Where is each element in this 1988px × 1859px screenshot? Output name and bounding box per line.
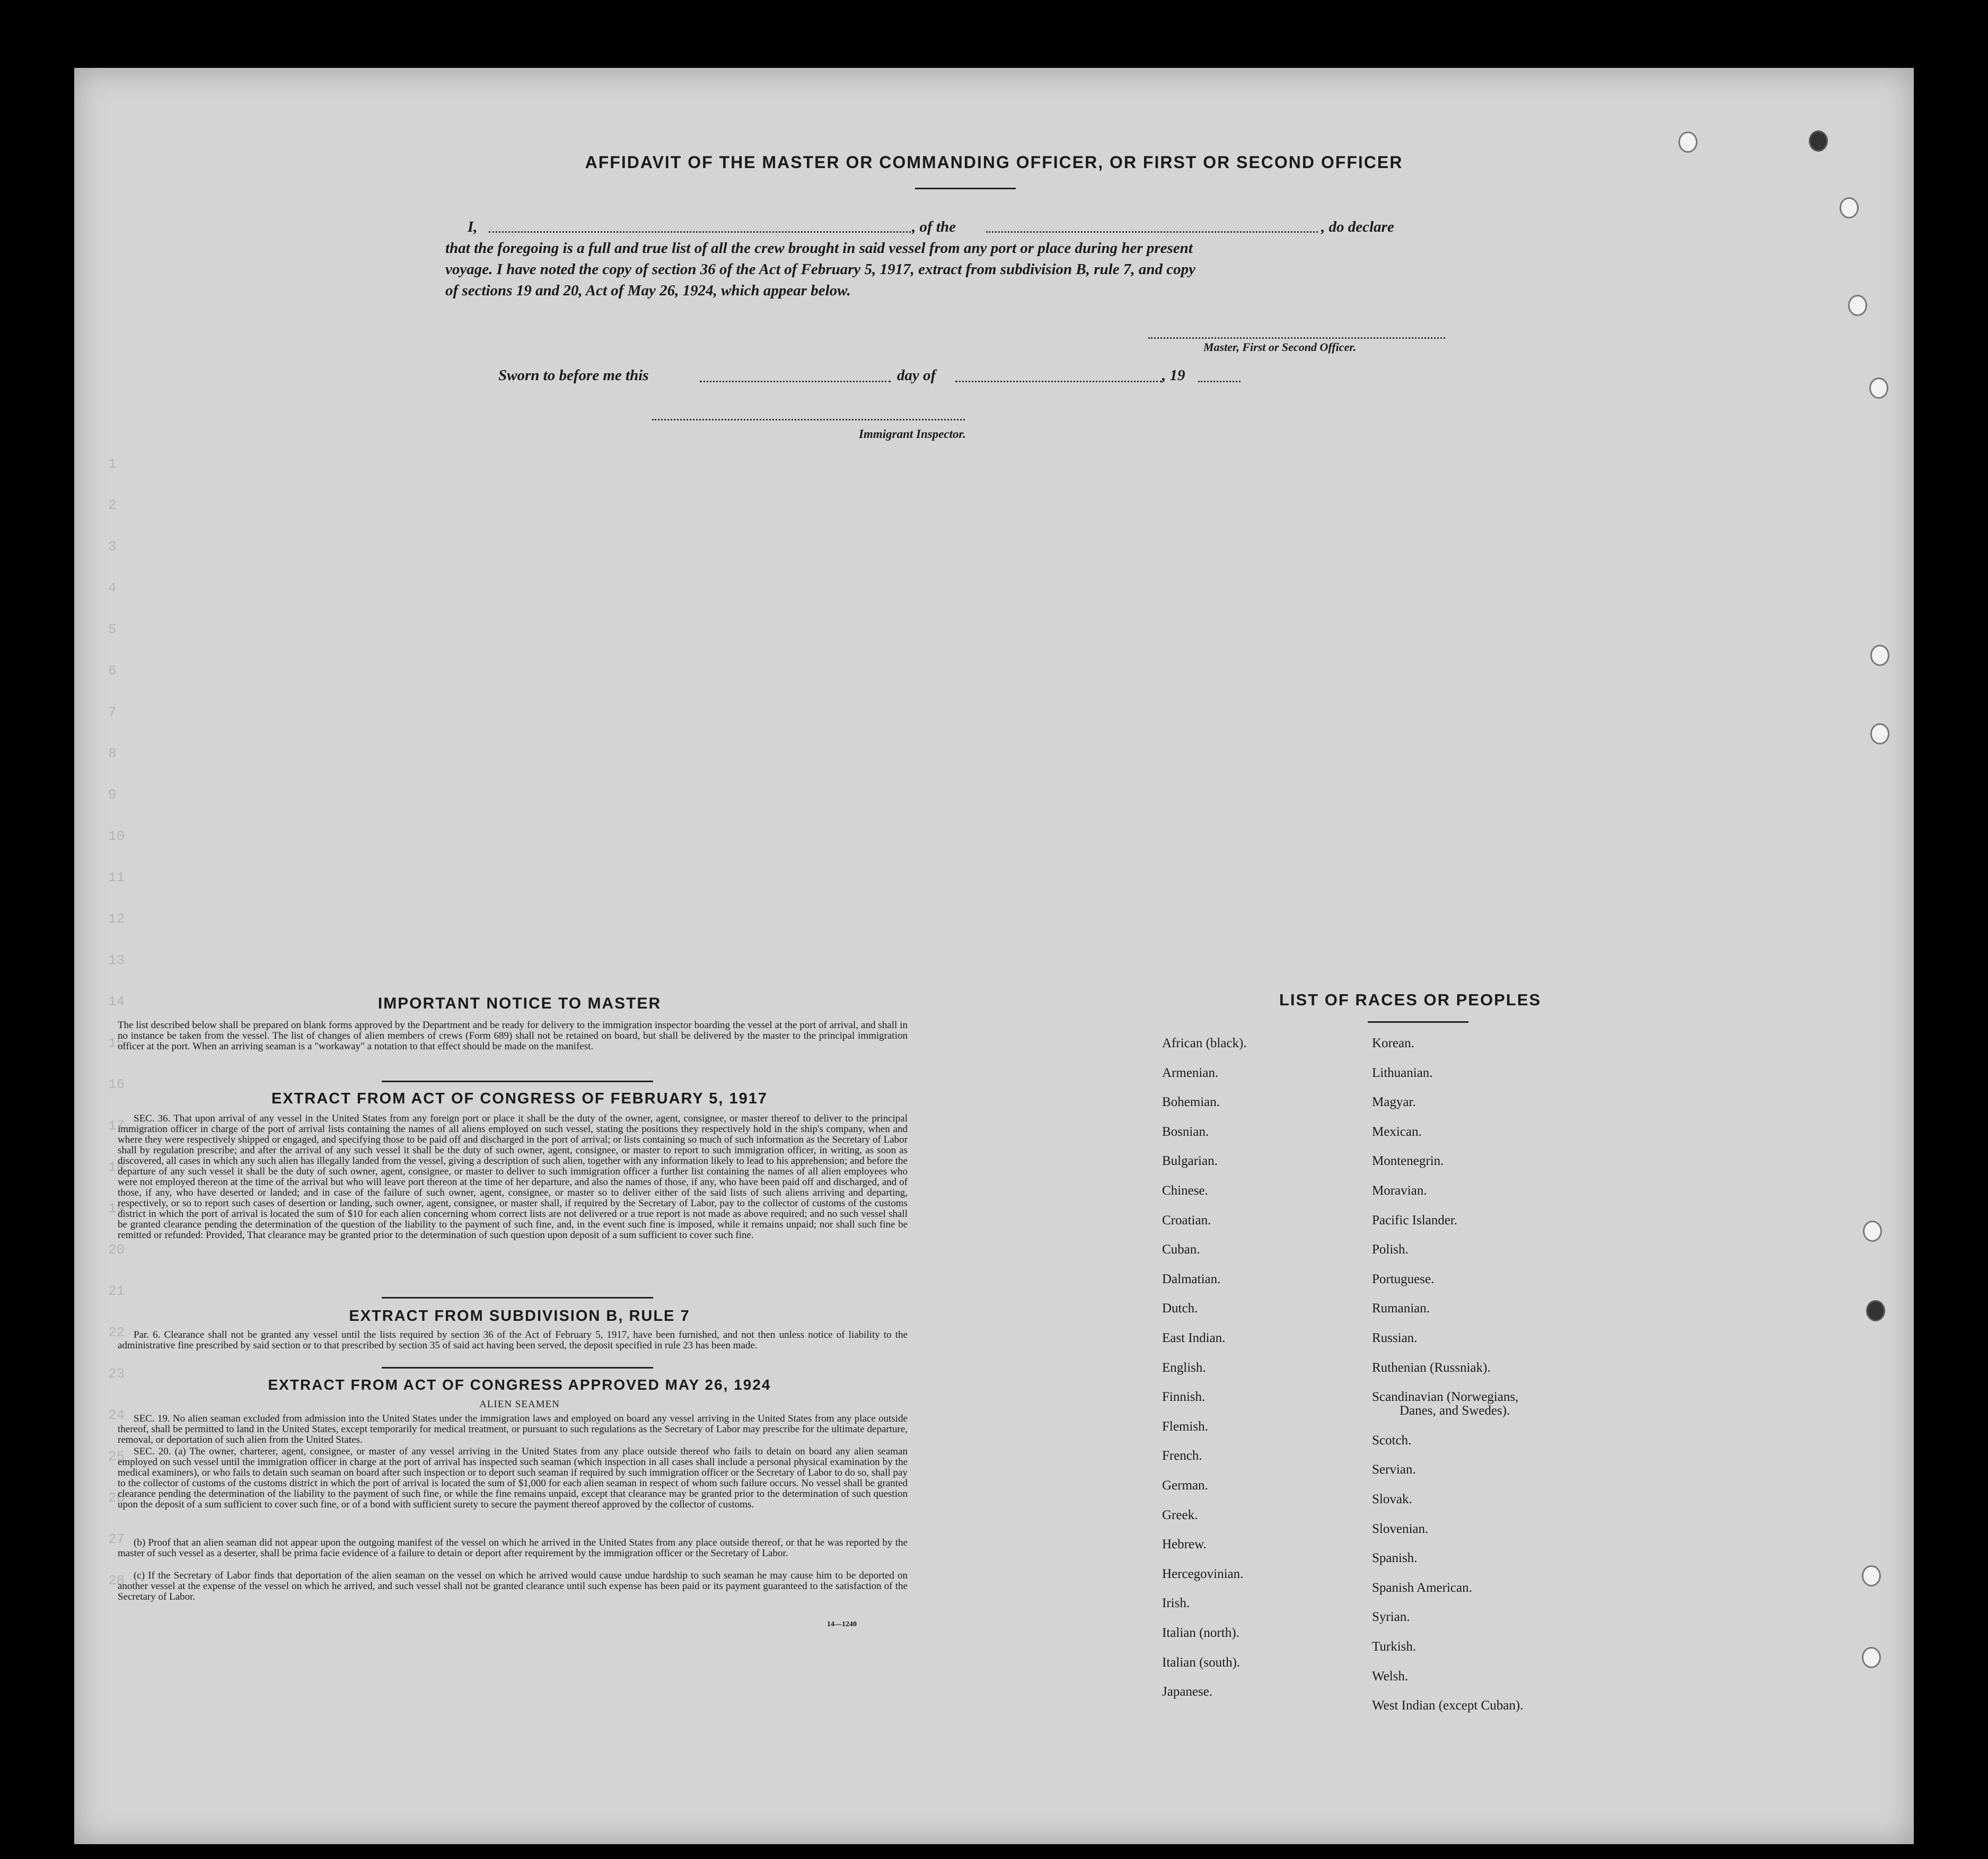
race-item: Rumanian. [1372,1301,1430,1316]
sworn-date-blank[interactable] [700,381,891,382]
race-item: Scandinavian (Norwegians, [1372,1390,1519,1405]
race-item: African (black). [1162,1036,1247,1050]
divider [382,1297,653,1299]
punch-hole [1678,131,1697,153]
race-item: Ruthenian (Russniak). [1372,1360,1491,1375]
margin-row-number: 11 [108,870,125,885]
notice-title: IMPORTANT NOTICE TO MASTER [377,995,662,1012]
punch-hole [1862,1647,1881,1668]
race-item: Slovak. [1372,1492,1412,1506]
divider [915,188,1016,189]
race-item: Slovenian. [1372,1521,1429,1536]
rule7-title: EXTRACT FROM SUBDIVISION B, RULE 7 [349,1308,690,1325]
race-item: Italian (south). [1162,1655,1241,1670]
race-item: West Indian (except Cuban). [1372,1698,1524,1713]
margin-row-number: 13 [108,952,125,968]
margin-row-number: 7 [108,704,117,720]
race-item: Lithuanian. [1372,1065,1433,1080]
race-item: East Indian. [1162,1331,1226,1345]
race-item: Finnish. [1162,1390,1206,1405]
margin-row-number: 19 [108,1200,125,1216]
punch-hole [1869,378,1888,399]
margin-row-number: 18 [108,1159,125,1175]
affidavit-line-2: that the foregoing is a full and true list of all the crew brought in said vessel from any port or place during her present [445,240,1193,257]
margin-row-number: 26 [108,1490,125,1506]
inspector-signature-blank[interactable] [652,419,965,420]
rule7-body: Par. 6. Clearance shall not be granted any vessel until the lists required by section 36 of the Act of February 5, 1917, have been furnished, and not then unless notice of liability to the administrative fine prescribed by said section or to that prescribed by section 35 of said act having been served, the deposit specified in rule 23 has been made. [118,1329,908,1351]
margin-row-number: 4 [108,580,117,596]
race-item: Montenegrin. [1372,1154,1444,1169]
race-item: Polish. [1372,1242,1409,1257]
margin-row-number: 3 [108,539,117,555]
divider [1368,1021,1468,1023]
margin-row-number: 25 [108,1449,125,1465]
margin-row-number: 8 [108,746,117,761]
race-item: French. [1162,1449,1202,1463]
affidavit-of-the: , of the [912,218,956,235]
sec20b-body: (b) Proof that an alien seaman did not appear upon the outgoing manifest of the vessel on which he arrived in the United States from any place outside thereof, or that he was reported by the master of such vessel as a deserter, shall be prima facie evidence of a failure to detain or deport after requirement by the immigration officer or the Secretary of Labor. [118,1537,908,1559]
margin-row-number: 10 [108,828,125,844]
margin-row-number: 16 [108,1076,125,1092]
sec20a-body: SEC. 20. (a) The owner, charterer, agent, consignee, or master of any vessel arriving in the United States from any place outside thereof who fails to detain on board any alien seaman employed on such vessel until the immigration officer in charge at the port of arrival has inspected such seaman (which inspection in all cases shall include a personal physical examination by the medical examiners), or who fails to detain such seaman on board after such inspection or to deport such seaman if required by such immigration officer or the Secretary of Labor to do so, shall pay to the collector of customs of the customs district in which the port of arrival is located the sum of $1,000 for each alien seaman in respect of whom such failure occurs. No vessel shall be granted clearance pending the determination of the liability to the payment of such fine, or while the fine remains unpaid, except that clearance may be granted prior to the determination of such question upon the deposit of a sum sufficient to cover such fine, or of a bond with sufficient surety to secure the payment thereof approved by the collector of customs. [118,1446,908,1510]
margin-row-number: 6 [108,663,117,679]
margin-row-number: 17 [108,1118,125,1134]
race-item: Mexican. [1372,1124,1422,1139]
race-item: Russian. [1372,1331,1418,1345]
punch-hole [1863,1221,1882,1242]
race-item: Greek. [1162,1507,1198,1522]
race-item: Danes, and Swedes). [1400,1403,1510,1418]
margin-row-number: 21 [108,1283,125,1299]
margin-row-number: 28 [108,1573,125,1589]
extract-1924-title: EXTRACT FROM ACT OF CONGRESS APPROVED MAY 26, 1924 [268,1376,771,1393]
race-item: Bosnian. [1162,1124,1209,1139]
race-item: Bohemian. [1162,1095,1220,1110]
race-item: Turkish. [1372,1639,1417,1654]
name-blank[interactable] [489,231,911,233]
race-item: Welsh. [1372,1669,1409,1683]
race-item: Pacific Islander. [1372,1213,1458,1227]
race-item: Scotch. [1372,1433,1412,1448]
document-page [74,68,1914,1844]
race-item: Armenian. [1162,1065,1219,1080]
margin-row-number: 20 [108,1242,125,1258]
margin-row-number: 5 [108,621,117,637]
margin-row-number: 9 [108,787,117,803]
margin-row-number: 14 [108,994,125,1010]
year-blank[interactable] [1198,381,1241,382]
race-item: Bulgarian. [1162,1154,1218,1169]
race-item: Italian (north). [1162,1626,1239,1640]
race-item: Magyar. [1372,1095,1416,1110]
race-item: Portuguese. [1372,1272,1435,1286]
punch-hole [1866,1300,1885,1321]
sworn-text: Sworn to before me this [498,367,649,384]
extract-1917-body: SEC. 36. That upon arrival of any vessel in the United States from any foreign port or place it shall be the duty of the owner, agent, consignee, or master thereof to deliver to the principal immigration officer in charge of the port of arrival lists containing the names of all aliens employed on such vessel, stating the positions they respectively hold in the ship's company, when and where they were respectively shipped or engaged, and specifying those to be paid off and discharged in the port of arrival; or lists containing so much of such information as the Secretary of Labor shall by regulation prescribe; and after the arrival of any such vessel it shall be the duty of such owner, agent, consignee, or master to report to such immigration officer, in writing, as soon as discovered, all cases in which any such alien has illegally landed from the vessel, giving a description of such alien, together with any information likely to lead to his apprehension; and before the departure of any such vessel it shall be the duty of such owner, agent, consignee, or master to deliver to such immigration officer a further list containing the names of all alien employees who were not employed thereon at the time of the arrival but who will leave port thereon at the time of her departure, and also the names of those, if any, who have been paid off and discharged, and of those, if any, who have deserted or landed; and in case of the failure of such owner, agent, consignee, or master so to deliver either of the said lists of such aliens arriving and departing, respectively, or so to report such cases of desertion or landing, such owner, agent, consignee, or master shall, if required by the Secretary of Labor, pay to the collector of customs of the customs district in which the port of arrival is located the sum of $10 for each alien concerning whom correct lists are not delivered or a true report is not made as above required; and no such vessel shall be granted clearance pending the determination of the question of the liability to the payment of such fine, and, in the event such fine is imposed, while it remains unpaid; nor shall such fine be remitted or refunded: Provided, That clearance may be granted prior to the determination of such question upon deposit of a sum sufficient to cover such fine. [118,1113,908,1241]
notice-body: The list described below shall be prepared on blank forms approved by the Department and be ready for delivery to the immigration inspector boarding the vessel at the port of arrival, and shall in no instance be taken from the vessel. The list of changes of alien members of crews (Form 689) shall not be retained on board, but shall be delivered by the master to the principal immigration officer at the port. When an arriving seaman is a "workaway" a notation to that effect should be made on the manifest. [118,1020,908,1052]
alien-seamen-subtitle: ALIEN SEAMEN [479,1399,560,1410]
extract-1917-title: EXTRACT FROM ACT OF CONGRESS OF FEBRUARY 5, 1917 [271,1090,768,1107]
divider [382,1367,653,1369]
inspector-caption: Immigrant Inspector. [859,427,966,441]
vessel-blank[interactable] [986,231,1318,233]
race-item: Korean. [1372,1036,1414,1050]
master-caption: Master, First or Second Officer. [1203,340,1357,354]
punch-hole [1870,723,1889,744]
sec20c-body: (c) If the Secretary of Labor finds that deportation of the alien seaman on the vessel on which he arrived would cause undue hardship to such seaman he may cause him to be deported on another vessel at the expense of the vessel on which he arrived, and such vessel shall not be granted clearance until such expense has been paid or its payment guaranteed to the satisfaction of the Secretary of Labor. [118,1570,908,1602]
race-item: English. [1162,1360,1206,1375]
race-item: Hercegovinian. [1162,1566,1244,1581]
race-item: Croatian. [1162,1213,1211,1227]
form-number: 14—1240 [827,1620,857,1628]
divider [382,1081,653,1082]
affidavit-line-3: voyage. I have noted the copy of section 36 of the Act of February 5, 1917, extract from subdivision B, rule 7, and copy [445,261,1195,278]
affidavit-declare: , do declare [1321,218,1394,235]
punch-hole [1809,130,1828,152]
margin-row-number: 23 [108,1366,125,1382]
affidavit-title: AFFIDAVIT OF THE MASTER OR COMMANDING OFFICER, OR FIRST OR SECOND OFFICER [585,153,1403,172]
margin-row-number: 15 [108,1035,125,1051]
punch-hole [1870,645,1889,666]
master-signature-blank[interactable] [1148,337,1445,339]
margin-row-number: 24 [108,1407,125,1423]
race-item: Cuban. [1162,1242,1200,1257]
race-item: Dalmatian. [1162,1272,1221,1286]
margin-row-number: 22 [108,1325,125,1340]
affidavit-line-1 [468,216,1581,238]
race-item: German. [1162,1478,1208,1493]
margin-row-number: 12 [108,911,125,927]
race-item: Servian. [1372,1462,1416,1477]
punch-hole [1840,197,1859,218]
race-item: Syrian. [1372,1610,1410,1625]
punch-hole [1848,295,1867,316]
sworn-line [498,365,1347,386]
race-item: Spanish. [1372,1551,1418,1566]
race-item: Flemish. [1162,1419,1208,1434]
race-item: Japanese. [1162,1685,1213,1699]
margin-row-number: 2 [108,497,117,513]
sec19-body: SEC. 19. No alien seaman excluded from admission into the United States under the immigration laws and employed on board any vessel arriving in the United States from any place outside thereof, shall be permitted to land in the United States, except temporarily for medical treatment, or pursuant to such regulations as the Secretary of Labor may prescribe for the ultimate departure, removal, or deportation of such alien from the United States. [118,1413,908,1445]
year-text: , 19 [1162,367,1185,384]
race-item: Chinese. [1162,1183,1208,1198]
race-item: Moravian. [1372,1183,1427,1198]
punch-hole [1862,1565,1881,1586]
day-of-text: day of [897,367,936,384]
margin-row-number: 27 [108,1531,125,1547]
month-blank[interactable] [955,381,1162,382]
affidavit-i: I, [468,218,478,235]
race-item: Irish. [1162,1596,1190,1611]
race-item: Spanish American. [1372,1580,1472,1595]
race-item: Hebrew. [1162,1537,1207,1552]
affidavit-line-4: of sections 19 and 20, Act of May 26, 1924, which appear below. [445,282,851,299]
margin-row-number: 1 [108,456,117,472]
races-title: LIST OF RACES OR PEOPLES [1279,990,1542,1009]
race-item: Dutch. [1162,1301,1198,1316]
